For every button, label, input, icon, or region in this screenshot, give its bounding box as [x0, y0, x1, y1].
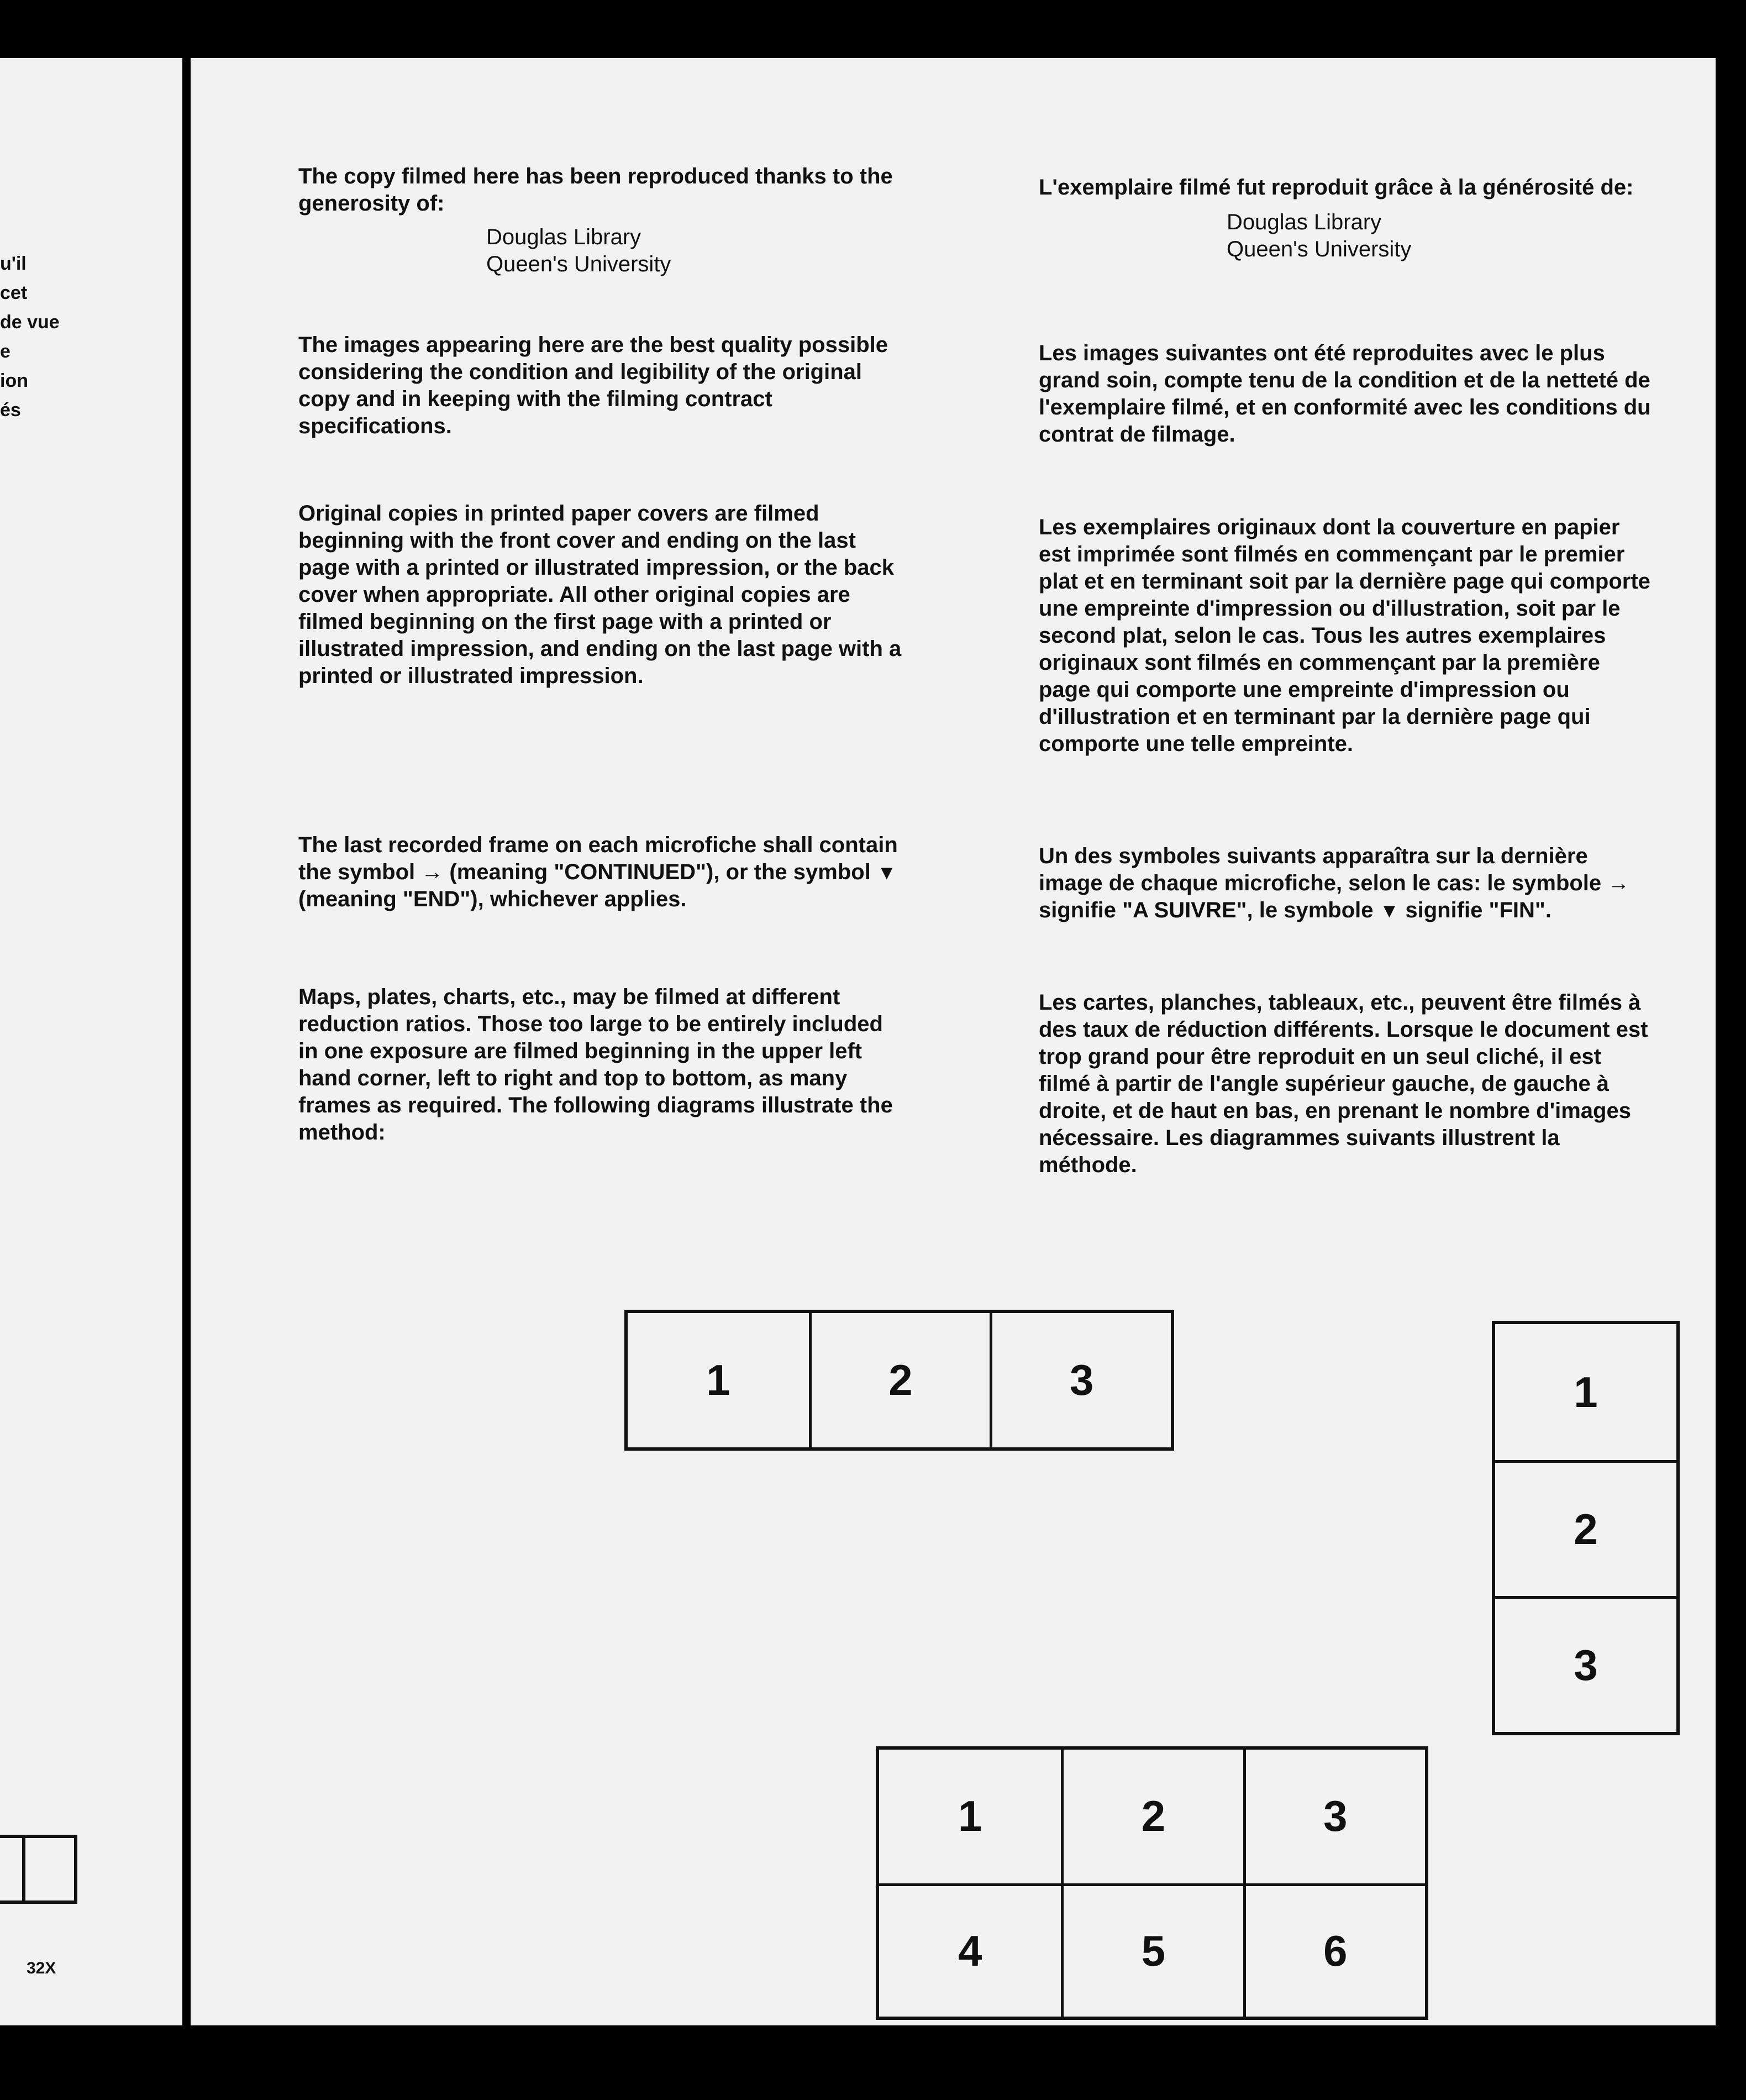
english-paragraph-5: Maps, plates, charts, etc., may be filmed at different reduction ratios. Those too large to be entirely included in one exposure are filmed beginning in the upper left hand corner, left to right and top to bottom, as many frames as required. The following diagrams illustrate the method: [298, 985, 893, 1144]
english-paragraph-2: The images appearing here are the best quality possible considering the condition and legibility of the original copy and in keeping with the filming contract specifications. [298, 333, 888, 438]
english-paragraph-3: Original copies in printed paper covers are filmed beginning with the front cover and ending on the last page with a printed or illustrated impression, or the back cover when appropriate. All other original copies are filmed beginning on the first page with a printed or illustrated impression, and ending on the last page with a printed or illustrated impression. [298, 501, 902, 688]
french-library-name: Douglas Library [1227, 210, 1382, 234]
end-triangle-icon: ▼ [1379, 899, 1400, 922]
vertical-frame-diagram [1492, 1321, 1680, 1735]
frame-cell: 3 [1495, 1596, 1676, 1732]
english-paragraph-4: The last recorded frame on each microfiche shall contain the symbol → (meaning "CONTINUED"), or the symbol ▼ (meaning "END"), whichever applies. [298, 833, 898, 911]
horizontal-frame-diagram [624, 1310, 1174, 1451]
end-triangle-icon: ▼ [876, 861, 897, 884]
left-page-fragment [0, 58, 182, 2025]
frame-cell: 1 [706, 1356, 730, 1404]
frame-cell: 5 [1061, 1883, 1243, 2017]
grid-frame-diagram [876, 1746, 1428, 2020]
english-paragraph-1: The copy filmed here has been reproduced thanks to the generosity of: [298, 164, 893, 216]
left-fragment-text: u'il [0, 253, 27, 274]
frame-cell: 1 [958, 1792, 982, 1841]
frame-cell: 6 [1243, 1883, 1425, 2017]
left-fragment-text: de vue [0, 312, 60, 333]
main-page [191, 58, 1716, 2025]
french-paragraph-3: Les exemplaires originaux dont la couverture en papier est imprimée sont filmés en commençant par le premier plat et en terminant soit par la dernière page qui comporte une empreinte d'impression ou d'illustration, soit par le second plat, selon le cas. Tous les autres exemplaires originaux sont filmés en commençant par la première page qui comporte une empreinte d'impression ou d'illustration et en terminant par la dernière page qui comporte une telle empreinte. [1039, 515, 1650, 756]
frame-cell: 3 [1243, 1750, 1425, 1883]
left-fragment-text: ion [0, 370, 28, 391]
left-fragment-text: e [0, 341, 10, 362]
left-fragment-text: cet [0, 282, 28, 303]
frame-cell: 2 [1061, 1750, 1243, 1883]
french-paragraph-5: Les cartes, planches, tableaux, etc., peuvent être filmés à des taux de réduction différents. Lorsque le document est trop grand pour être reproduit en un seul cliché, il est filmé à partir de l'angle supérieur gauche, de gauche à droite, et de haut en bas, en prenant le nombre d'images nécessaire. Les diagrammes suivants illustrent la méthode. [1039, 990, 1648, 1177]
frame-cell: 1 [1574, 1367, 1598, 1416]
continued-arrow-icon: → [1607, 871, 1630, 895]
english-library-name: Douglas Library [486, 225, 641, 249]
frame-cell: 3 [990, 1313, 1171, 1447]
french-paragraph-1: L'exemplaire filmé fut reproduit grâce à la générosité de: [1039, 175, 1634, 200]
left-fragment-box [0, 1835, 77, 1904]
left-fragment-text: és [0, 400, 21, 421]
english-intro [298, 163, 906, 278]
reduction-mark: 32X [27, 1959, 56, 1977]
french-intro [1039, 174, 1658, 263]
frame-cell: 2 [1495, 1460, 1676, 1596]
french-paragraph-4: Un des symboles suivants apparaîtra sur la dernière image de chaque microfiche, selon le cas: le symbole → signifie "A SUIVRE", le symbole ▼ signifie "FIN". [1039, 844, 1630, 922]
frame-cell: 2 [809, 1313, 990, 1447]
french-university-name: Queen's University [1227, 237, 1412, 261]
french-paragraph-2: Les images suivantes ont été reproduites avec le plus grand soin, compte tenu de la condition et de la netteté de l'exemplaire filmé, et en conformité avec les conditions du contrat de filmage. [1039, 341, 1651, 447]
continued-arrow-icon: → [421, 860, 444, 884]
frame-cell: 4 [879, 1883, 1061, 2017]
english-university-name: Queen's University [486, 252, 671, 276]
